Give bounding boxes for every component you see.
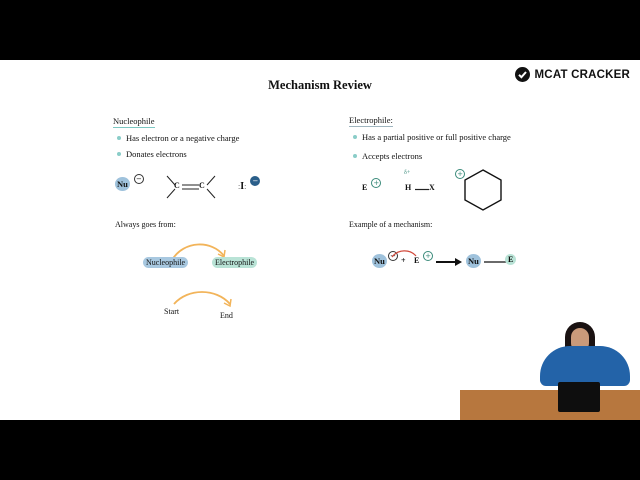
check-circle-icon — [515, 67, 530, 82]
x-atom: X — [429, 183, 435, 192]
positive-charge-icon: + — [371, 178, 381, 188]
presenter-body — [540, 346, 630, 386]
product-bond-icon — [484, 260, 506, 264]
start-end-arrow-icon — [170, 288, 236, 310]
alkene-carbon-right: C — [199, 181, 205, 190]
electrophile-heading: Electrophile: — [349, 115, 393, 125]
cyclohexyl-cation-structure — [452, 166, 506, 214]
negative-charge-icon: − — [250, 176, 260, 186]
bullet-dot-icon — [117, 152, 121, 156]
start-label: Start — [164, 307, 180, 316]
end-label: End — [220, 311, 233, 320]
alkene-carbon-left: C — [174, 181, 180, 190]
reaction-arrow-icon — [436, 257, 462, 267]
positive-charge-icon: + — [423, 251, 433, 261]
bullet-text: Donates electrons — [126, 149, 187, 159]
mechanism-label: Example of a mechanism: — [349, 220, 433, 229]
mechanism-equation — [372, 248, 532, 274]
nucleophile-bullet-1 — [117, 133, 239, 143]
negative-charge-icon: − — [134, 174, 144, 184]
e-atom: E — [362, 183, 368, 192]
flow-to-label: Electrophile — [212, 257, 257, 268]
electrophile-e-example — [362, 177, 381, 195]
brand-logo — [515, 67, 630, 82]
brand-name: MCAT CRACKER — [534, 68, 630, 81]
bullet-dot-icon — [353, 154, 357, 158]
bullet-text: Has electron or a negative charge — [126, 133, 240, 143]
product-e-chip: E — [505, 254, 516, 265]
positive-charge-icon: + — [455, 169, 465, 179]
lecture-slide — [0, 60, 640, 420]
nucleophile-nu-example — [115, 174, 144, 192]
bullet-dot-icon — [117, 136, 121, 140]
h-atom: H — [405, 183, 412, 192]
letterbox-bottom — [0, 420, 640, 480]
alkene-structure — [165, 172, 217, 202]
negative-charge-icon: − — [388, 251, 398, 261]
bullet-text: Accepts electrons — [362, 151, 423, 161]
electrophile-bullet-1 — [353, 132, 511, 142]
plus-sign: + — [401, 256, 406, 265]
presenter-desk-surface — [460, 390, 640, 420]
bullet-text: Has a partial positive or full positive charge — [362, 132, 511, 142]
hx-structure — [402, 170, 444, 198]
nucleophile-bullet-2 — [117, 149, 187, 159]
bullet-dot-icon — [353, 135, 357, 139]
flow-label: Always goes from: — [115, 220, 176, 229]
mechanism-e-atom: E — [414, 256, 420, 265]
nu-chip: Nu — [117, 179, 128, 189]
nucleophile-heading: Nucleophile — [113, 116, 155, 126]
product-nu-chip: Nu — [468, 256, 479, 266]
slide-title: Mechanism Review — [268, 78, 372, 92]
delta-plus-label: δ+ — [404, 170, 411, 176]
iodide-example: :I: − — [238, 176, 260, 194]
letterbox-top — [0, 0, 640, 60]
laptop-icon — [558, 382, 600, 412]
iodide-atom: I — [240, 181, 245, 192]
flow-from-label: Nucleophile — [143, 257, 188, 268]
mechanism-nu-chip: Nu — [374, 256, 385, 266]
electrophile-bullet-2 — [353, 151, 422, 161]
